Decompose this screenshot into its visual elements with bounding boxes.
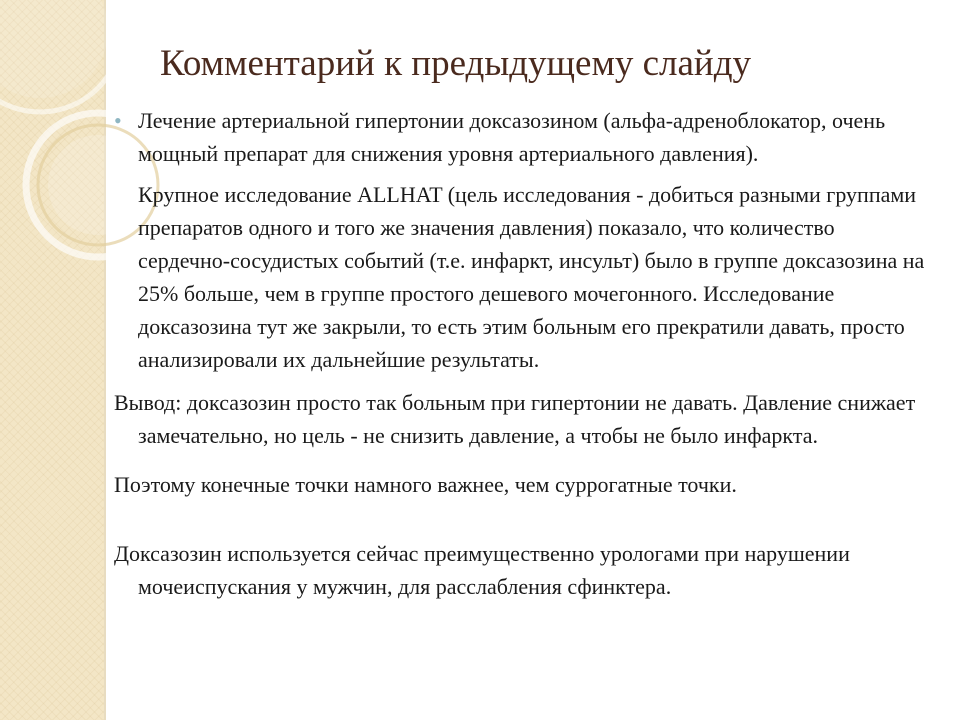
bullet-icon: • (114, 108, 122, 133)
paragraph-treatment-text: Лечение артериальной гипертонии доксазозином (альфа-адреноблокатор, очень мощный препарат для снижения уровня артериального давления). (138, 108, 886, 166)
paragraph-conclusion: Вывод: доксазозин просто так больным при гипертонии не давать. Давление снижает замечательно, но цель - не снизить давление, а чтобы не было инфаркта. (114, 390, 916, 448)
paragraph-allhat-study: Крупное исследование ALLHAT (цель исследования - добиться разными группами препаратов одного и того же значения давления) показало, что количество сердечно-сосудистых событий (т.е. инфаркт, инсульт) было в группе доксазозина на 25% больше, чем в группе простого дешевого мочегонного. Исследование доксазозина тут же закрыли, то есть этим больным его прекратили давать, просто анализировали их дальнейшие результаты. (138, 182, 925, 372)
slide-content (114, 104, 932, 603)
slide-title: Комментарий к предыдущему слайду (160, 43, 752, 84)
paragraph-urology-use: Доксазозин используется сейчас преимущественно урологами при нарушении мочеиспускания у мужчин, для расслабления сфинктера. (114, 541, 850, 599)
paragraph-treatment (114, 104, 932, 170)
paragraph-endpoints: Поэтому конечные точки намного важнее, чем суррогатные точки. (114, 472, 737, 497)
